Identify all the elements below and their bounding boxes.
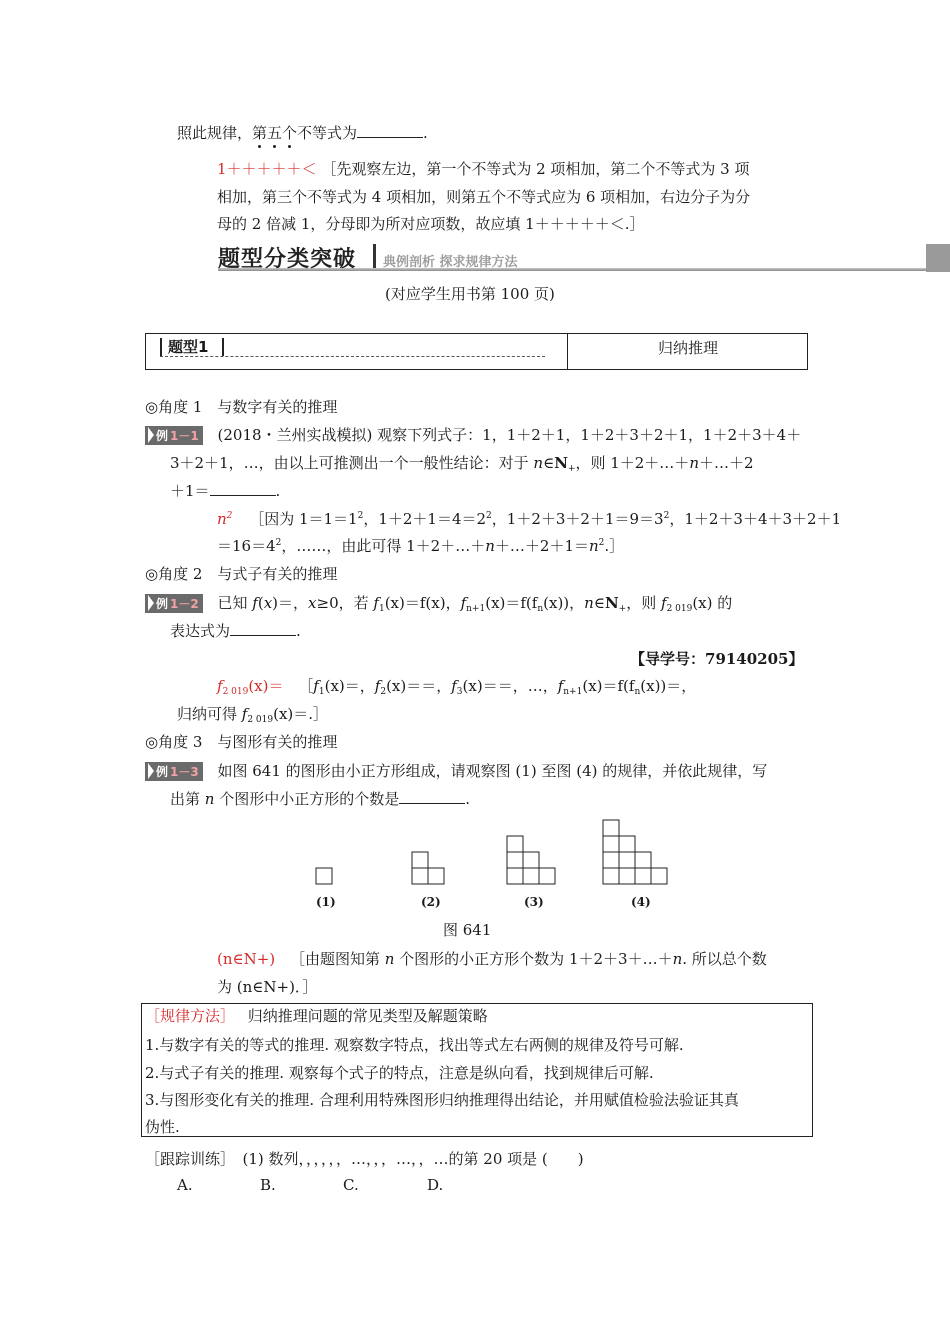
question-suffix: 不等式为 — [297, 124, 358, 142]
question-emphasis: 第五个 — [252, 124, 297, 142]
angle2-example-line2: 表达式为 . — [170, 622, 301, 640]
angle1-title: ◎角度 1 与数字有关的推理 — [145, 398, 338, 416]
method-item-2: 2.与式子有关的推理. 观察每个式子的特点，注意是纵向看，找到规律后可解. — [145, 1064, 654, 1082]
angle1-answer: $n^2$ — [217, 510, 233, 528]
square — [603, 820, 619, 836]
angle3-example-line2: 出第 n 个图形中小正方形的个数是 . — [170, 790, 471, 808]
square — [507, 836, 523, 852]
question-line — [177, 122, 428, 143]
figure-label-3: (3) — [524, 895, 544, 909]
angle2-title: ◎角度 2 与式子有关的推理 — [145, 565, 338, 583]
angle1-example-line2: 3＋2＋1，…，由以上可推测出一个一般性结论：对于 $n\in N_+$，则 1＋2＋…＋n＋…＋2 — [170, 454, 754, 474]
angle1-text1: (2018・兰州实战模拟) 观察下列式子：1，1＋2＋1，1＋2＋3＋2＋1，1＋2＋3＋4＋ — [217, 426, 802, 444]
figure-caption: 图 641 — [443, 921, 492, 939]
method-item-3: 3.与图形变化有关的推理. 合理利用特殊图形归纳推理得出结论，并用赋值检验法验证其真 — [145, 1091, 739, 1109]
example-badge: 例 1－3 — [145, 762, 203, 781]
answer-blank — [210, 494, 276, 496]
type-bar-left — [160, 338, 162, 356]
answer-line-3: 母的 2 倍减 1，分母即为所对应项数，故应填 1＋＋＋＋＋＜.］ — [217, 215, 645, 233]
square — [603, 852, 619, 868]
square — [523, 868, 539, 884]
angle2-solution-line2: 归纳可得 $f_{2 019}(x)=.]$ — [177, 705, 329, 725]
angle1-example-line3: ＋1＝ . — [170, 482, 281, 500]
angle3-solution-line1: (n∈N+) ［由题图知第 n 个图形的小正方形个数为 1＋2＋3＋…＋n. 所以总个数 — [217, 950, 767, 968]
square — [507, 852, 523, 868]
type-dash-line — [160, 356, 545, 357]
square — [428, 868, 444, 884]
section-reference: (对应学生用书第 100 页) — [385, 285, 555, 303]
angle3-example-line1: 例 1－3 如图 641 的图形由小正方形组成，请观察图 (1) 至图 (4) 的规律，并依此规律，写 — [145, 760, 767, 781]
question-end: . — [423, 124, 428, 142]
section-subtitle: 典例剖析 探求规律方法 — [383, 255, 518, 270]
answer-blank — [399, 802, 465, 804]
angle3-solution-line2: 为 (n∈N+)．］ — [217, 978, 318, 996]
option-c: C. — [343, 1176, 359, 1194]
method-item-3-cont: 伪性. — [145, 1118, 180, 1136]
answer-blank — [357, 136, 423, 138]
square — [619, 836, 635, 852]
square — [412, 852, 428, 868]
answer-line-2: 相加，第三个不等式为 4 项相加，则第五个不等式应为 6 项相加，右边分子为分 — [217, 188, 751, 206]
answer-explanation-1: ［先观察左边，第一个不等式为 2 项相加，第二个不等式为 3 项 — [321, 160, 750, 178]
square — [523, 852, 539, 868]
answer-blank — [230, 634, 296, 636]
method-item-1: 1.与数字有关的等式的推理. 观察数字特点，找出等式左右两侧的规律及符号可解. — [145, 1036, 684, 1054]
option-d: D. — [427, 1176, 444, 1194]
angle3-answer: (n∈N+) — [217, 950, 276, 968]
section-title: 题型分类突破 — [218, 247, 357, 272]
type-table — [145, 333, 808, 370]
square — [412, 868, 428, 884]
square — [539, 868, 555, 884]
figure-label-4: (4) — [631, 895, 651, 909]
practice-line: ［跟踪训练］ (1) 数列，，，，，，…，，，…，，…的第 20 项是 ( ) — [145, 1150, 584, 1168]
section-separator — [373, 244, 376, 268]
type-label: 题型1 — [168, 338, 209, 356]
square — [619, 852, 635, 868]
square — [603, 868, 619, 884]
figure-label-2: (2) — [421, 895, 441, 909]
square — [635, 868, 651, 884]
square — [651, 868, 667, 884]
square — [603, 836, 619, 852]
type-name: 归纳推理 — [567, 334, 808, 369]
option-a: A. — [177, 1176, 193, 1194]
method-tag: ［规律方法］ — [145, 1007, 236, 1025]
angle2-answer: $f_{2 019}(x)=$ — [217, 677, 284, 697]
method-heading — [145, 1005, 488, 1026]
square — [507, 868, 523, 884]
example-badge: 例 1－2 — [145, 594, 203, 613]
figure-label-1: (1) — [316, 895, 336, 909]
square — [619, 868, 635, 884]
angle1-example-line1 — [145, 424, 801, 445]
example-badge: 例 1－1 — [145, 426, 203, 445]
angle2-example-line1: 例 1－2 已知 f(x)＝，x≥0，若 $f_1(x)=f(x)$，$f_{n+1}(x)=f(f_n(x))$，$n\in N_+$，则 $f_{2 019}(x)$ 的 — [145, 592, 732, 614]
section-corner-block — [926, 244, 950, 272]
angle1-solution-line1: $n^2$ ［因为 $1=1=1^2$，$1+2+1=4=2^2$，$1+2+3+2+1=9=3^2$，1＋2＋3＋4＋3＋2＋1 — [217, 510, 842, 528]
answer-red: 1＋＋＋＋＋＜ — [217, 160, 317, 178]
answer-line-1 — [217, 158, 750, 179]
angle2-solution-line1: $f_{2 019}(x)=$ $[f_1(x)=$，$f_2(x)==$，$f_3(x)==$，…，$f_{n+1}(x)=f(f_n(x))=$， — [217, 677, 697, 697]
option-b: B. — [260, 1176, 276, 1194]
angle3-title: ◎角度 3 与图形有关的推理 — [145, 733, 338, 751]
angle1-solution-line2: $=16=4^2$，……，由此可得 $1+2+\dots+n+\dots+2+1=n^2.]$ — [217, 537, 625, 555]
guide-number: 【导学号：79140205】 — [630, 650, 804, 668]
square — [635, 852, 651, 868]
square — [316, 868, 332, 884]
method-title: 归纳推理问题的常见类型及解题策略 — [247, 1007, 488, 1025]
type-bar-right — [222, 338, 224, 356]
question-prefix: 照此规律， — [177, 124, 253, 142]
